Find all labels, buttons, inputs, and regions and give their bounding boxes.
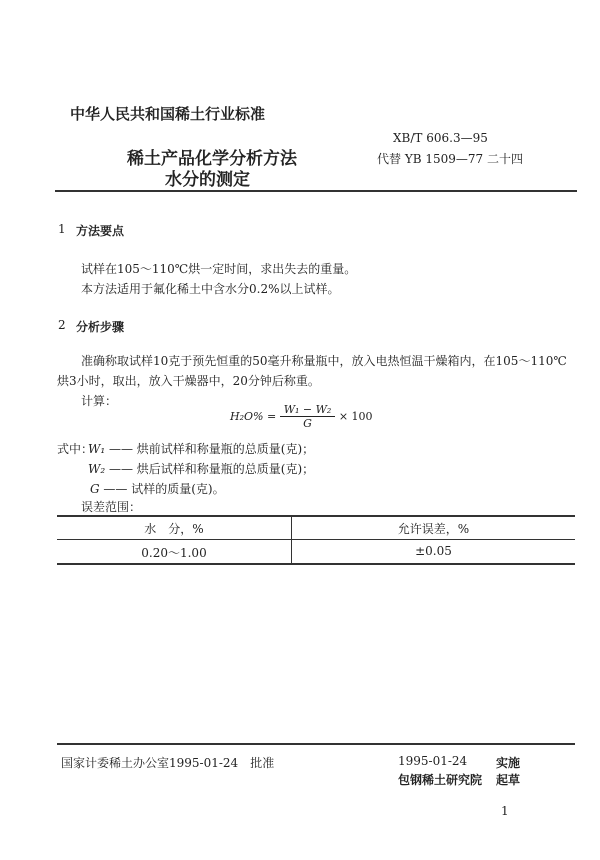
table-top-rule xyxy=(57,515,575,517)
variable-description: —— 烘后试样和称量瓶的总质量(克)； xyxy=(108,462,315,476)
variable-description: —— 试样的质量(克)。 xyxy=(103,482,225,496)
section-1-number: 1 xyxy=(58,222,66,236)
variable-g xyxy=(90,480,225,497)
calc-label: 计算： xyxy=(81,394,118,408)
implementation-date: 1995-01-24 xyxy=(398,754,468,768)
formula-fraction xyxy=(280,403,336,430)
formula-multiplier: × 100 xyxy=(338,410,373,423)
variable-symbol: W₂ xyxy=(88,462,106,476)
table-header-moisture: 水 分，% xyxy=(144,522,204,536)
section-1-heading: 方法要点 xyxy=(76,224,125,238)
variable-w2 xyxy=(88,460,314,477)
table-cell-moisture: 0.20～1.00 xyxy=(141,546,207,560)
variable-description: —— 烘前试样和称量瓶的总质量(克)； xyxy=(108,442,315,456)
table-header-rule xyxy=(57,539,575,540)
table-bottom-rule xyxy=(57,563,575,565)
drafting-organization: 包钢稀土研究院 xyxy=(398,773,483,787)
formula xyxy=(230,403,373,430)
error-range-label: 误差范围： xyxy=(81,500,142,514)
section-1-para-1: 试样在105～110℃烘一定时间，求出失去的重量。 xyxy=(81,262,357,276)
formula-numerator: W₁ − W₂ xyxy=(280,403,336,417)
formula-lhs: H₂O% = xyxy=(230,410,277,423)
drafting-label: 起草 xyxy=(496,773,521,787)
header-rule xyxy=(55,190,577,192)
document-title: 稀土产品化学分析方法 xyxy=(127,149,297,169)
section-2-para-line-2: 烘3小时，取出，放入干燥器中，20分钟后称重。 xyxy=(57,374,320,388)
variable-w1 xyxy=(88,440,314,457)
section-2-para-line-1: 准确称取试样10克于预先恒重的50毫升称量瓶中，放入电热恒温干燥箱内，在105～110℃ xyxy=(81,354,567,368)
standard-code: XB/T 606.3—95 xyxy=(393,131,488,145)
footer-rule xyxy=(57,743,575,745)
page-number: 1 xyxy=(501,804,509,818)
replaces-standard: 代替 YB 1509—77 二十四 xyxy=(377,152,523,166)
variable-symbol: W₁ xyxy=(88,442,106,456)
issuing-organization: 中华人民共和国稀土行业标准 xyxy=(70,105,266,123)
formula-denominator: G xyxy=(303,417,312,430)
section-1-para-2: 本方法适用于氟化稀土中含水分0.2%以上试样。 xyxy=(81,282,340,296)
table-cell-tolerance: ±0.05 xyxy=(415,544,452,558)
approval-info: 国家计委稀土办公室1995-01-24 批准 xyxy=(61,756,275,770)
section-2-number: 2 xyxy=(58,318,66,332)
table-header-tolerance: 允许误差，% xyxy=(397,522,470,536)
section-2-heading: 分析步骤 xyxy=(76,320,125,334)
implementation-label: 实施 xyxy=(496,756,521,770)
variable-symbol: G xyxy=(90,482,100,496)
document-subtitle: 水分的测定 xyxy=(165,170,250,190)
where-prefix: 式中： xyxy=(57,442,94,456)
